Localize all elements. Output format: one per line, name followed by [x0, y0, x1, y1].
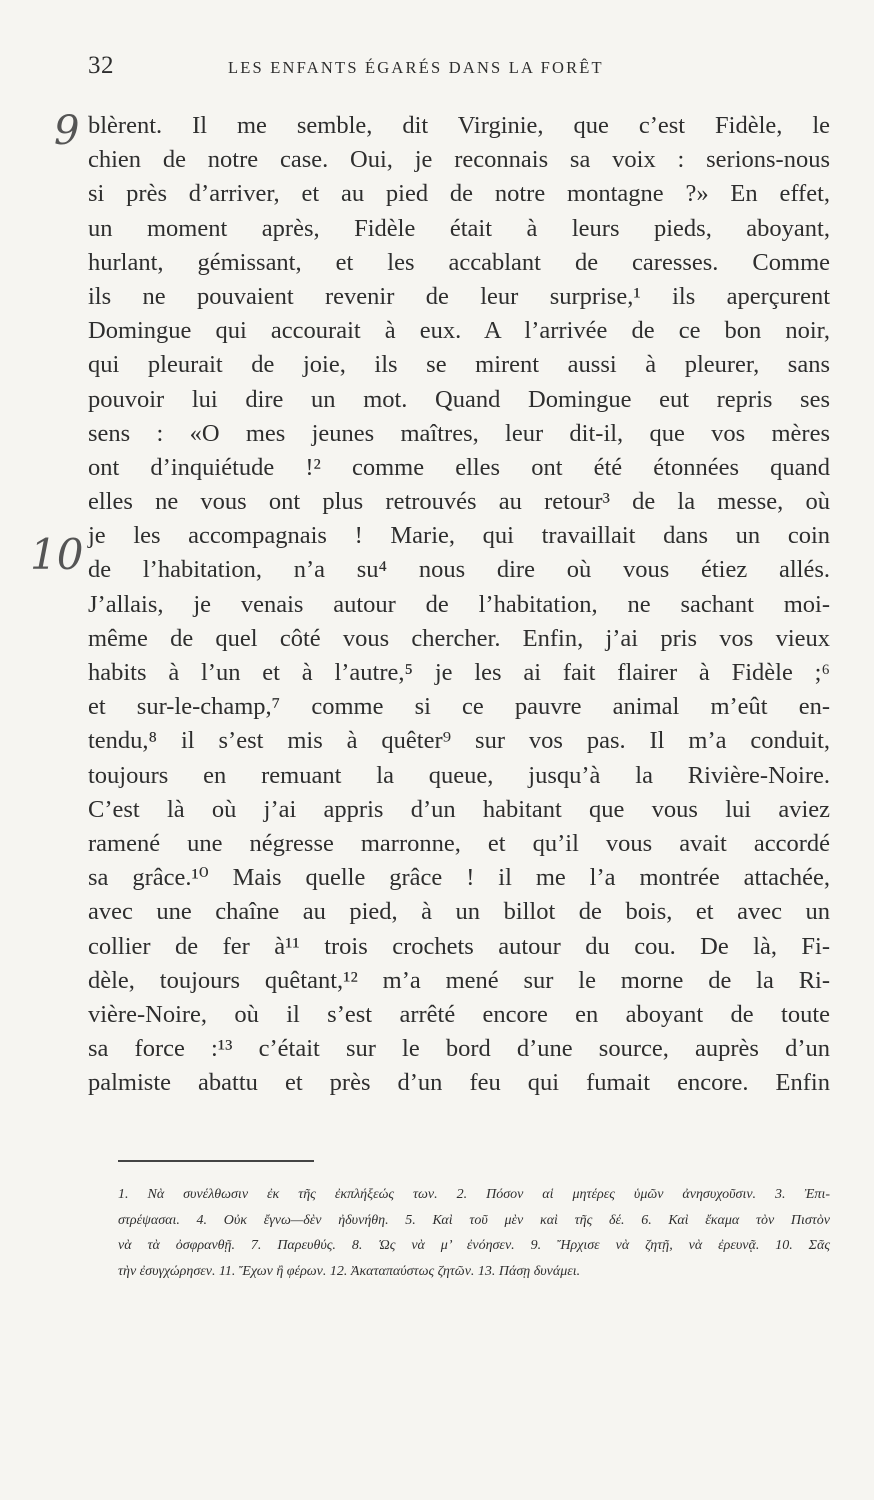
footnote-rule: [118, 1160, 314, 1162]
page-header: [88, 52, 828, 92]
text-line: de l’habitation, n’a su⁴ nous dire où vous étiez allés.: [88, 556, 830, 584]
text-line: collier de fer à¹¹ trois crochets autour du cou. De là, Fi-: [88, 932, 830, 960]
text-line: ils ne pouvaient revenir de leur surprise,¹ ils aperçurent: [88, 282, 830, 310]
footnote-line: 1. Νὰ συνέλθωσιν ἐκ τῆς ἐκπλήξεώς των. 2. Πόσον αἱ μητέρες ὑμῶν ἀνησυχοῦσιν. 3. Ἐπι-: [118, 1187, 830, 1202]
text-line: si près d’arriver, et au pied de notre montagne ?» En effet,: [88, 180, 830, 208]
running-title: LES ENFANTS ÉGARÉS DANS LA FORÊT: [228, 58, 604, 77]
text-line: qui pleurait de joie, ils se mirent aussi à pleurer, sans: [88, 351, 830, 379]
text-line: un moment après, Fidèle était à leurs pieds, aboyant,: [88, 214, 830, 242]
text-line: avec une chaîne au pied, à un billot de bois, et avec un: [88, 898, 830, 926]
text-line: vière-Noire, où il s’est arrêté encore en aboyant de toute: [88, 1000, 830, 1028]
text-line: et sur-le-champ,⁷ comme si ce pauvre animal m’eût en-: [88, 693, 830, 721]
footnote-line: νὰ τὰ ὀσφρανθῇ. 7. Παρευθύς. 8. Ὡς νὰ μ’ ἐνόησεν. 9. Ἤρχισε νὰ ζητῇ, νὰ ἐρευνᾷ. 10. Σᾶς: [118, 1238, 830, 1253]
text-line: ont d’inquiétude !² comme elles ont été étonnées quand: [88, 453, 830, 481]
footnotes: [118, 1182, 830, 1284]
text-line: C’est là où j’ai appris d’un habitant que vous lui aviez: [88, 795, 830, 823]
text-line: sa force :¹³ c’était sur le bord d’une source, auprès d’un: [88, 1035, 830, 1063]
text-line: dèle, toujours quêtant,¹² m’a mené sur le morne de la Ri-: [88, 966, 830, 994]
text-line: sa grâce.¹⁰ Mais quelle grâce ! il me l’a montrée attachée,: [88, 864, 830, 892]
text-line: ramené une négresse marronne, et qu’il vous avait accordé: [88, 829, 830, 857]
text-line: même de quel côté vous chercher. Enfin, j’ai pris vos vieux: [88, 624, 830, 652]
text-line: sens : «O mes jeunes maîtres, leur dit-il, que vos mères: [88, 419, 830, 447]
text-line: pouvoir lui dire un mot. Quand Domingue eut repris ses: [88, 385, 830, 413]
margin-note-9: 9: [54, 108, 80, 154]
footnote-line: τὴν ἐσυγχώρησεν. 11. Ἔχων ἢ φέρων. 12. Ἀκαταπαύστως ζητῶν. 13. Πάσῃ δυνάμει.: [118, 1263, 581, 1279]
text-line: chien de notre case. Oui, je reconnais sa voix : serions-nous: [88, 146, 830, 174]
text-line: je les accompagnais ! Marie, qui travaillait dans un coin: [88, 522, 830, 550]
text-line: hurlant, gémissant, et les accablant de caresses. Comme: [88, 248, 830, 276]
text-line: toujours en remuant la queue, jusqu’à la Rivière-Noire.: [88, 761, 830, 789]
text-line: blèrent. Il me semble, dit Virginie, que c’est Fidèle, le: [88, 112, 830, 139]
footnote-line: στρέψασαι. 4. Οὐκ ἔγνω—δὲν ἠδυνήθη. 5. Καὶ τοῦ μὲν καὶ τῆς δέ. 6. Καὶ ἔκαμα τὸν Πιστὸν: [118, 1212, 830, 1228]
text-line: palmiste abattu et près d’un feu qui fumait encore. Enfin: [88, 1069, 830, 1097]
text-line: elles ne vous ont plus retrouvés au retour³ de la messe, où: [88, 488, 830, 516]
text-line: habits à l’un et à l’autre,⁵ je les ai fait flairer à Fidèle ;⁶: [88, 659, 830, 686]
text-line: tendu,⁸ il s’est mis à quêter⁹ sur vos pas. Il m’a conduit,: [88, 727, 830, 755]
body-text: [88, 109, 830, 1100]
text-line: Domingue qui accourait à eux. A l’arrivée de ce bon noir,: [88, 317, 830, 345]
margin-note-10: 10: [30, 530, 84, 579]
page-number: 32: [88, 52, 114, 79]
text-line: J’allais, je venais autour de l’habitation, ne sachant moi-: [88, 590, 830, 618]
